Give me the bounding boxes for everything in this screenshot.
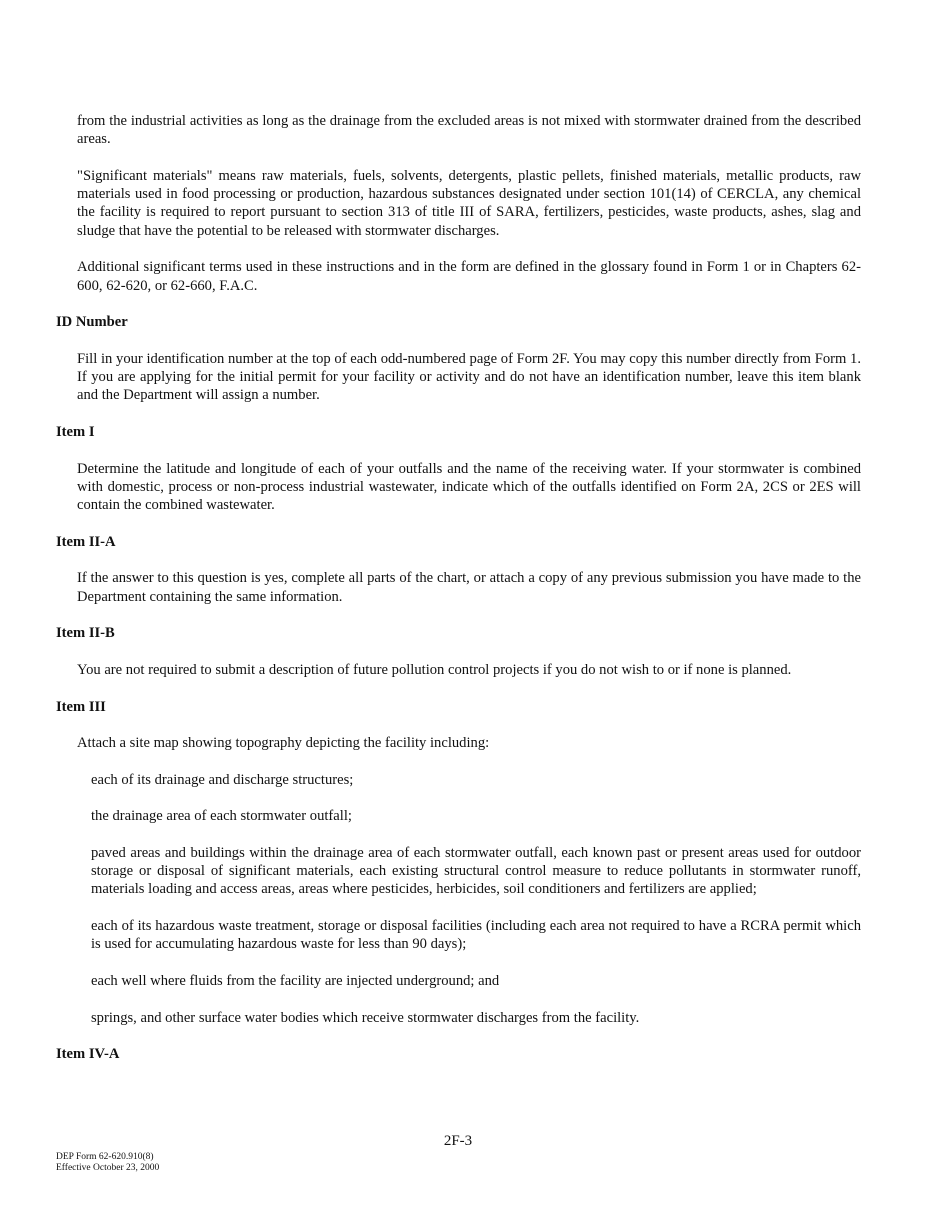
list-item: the drainage area of each stormwater outfall;	[91, 808, 352, 825]
list-item: each of its drainage and discharge structures;	[91, 771, 354, 788]
item-2b-body: You are not required to submit a description of future pollution control projects if you do not wish to or if none is planned.	[77, 661, 792, 678]
item-3-body: Attach a site map showing topography depicting the facility including:	[77, 735, 490, 752]
heading-id-number: ID Number	[56, 314, 128, 331]
form-footer	[56, 1152, 159, 1174]
heading-item-4a: Item IV-A	[56, 1046, 120, 1063]
list-item: each well where fluids from the facility are injected underground; and	[91, 972, 500, 989]
list-item: springs, and other surface water bodies which receive stormwater discharges from the facility.	[91, 1009, 640, 1026]
list-item: paved areas and buildings within the drainage area of each stormwater outfall, each known past or present areas used for outdoor storage or disposal of significant materials, each existing structural control measure to reduce pollutants in stormwater runoff, materials loading and access areas, areas where pesticides, herbicides, soil conditioners and fertilizers are applied;	[91, 844, 861, 898]
additional-terms-paragraph: Additional significant terms used in these instructions and in the form are defined in the glossary found in Form 1 or in Chapters 62-600, 62-620, or 62-660, F.A.C.	[77, 259, 861, 294]
heading-item-2b: Item II-B	[56, 625, 115, 642]
heading-item-2a: Item II-A	[56, 533, 116, 550]
intro-continuation: from the industrial activities as long as the drainage from the excluded areas is not mixed with stormwater drained from the described areas.	[77, 113, 861, 148]
id-number-body: Fill in your identification number at the top of each odd-numbered page of Form 2F. You may copy this number directly from Form 1. If you are applying for the initial permit for your facility or activity and do not have an identification number, leave this item blank and the Department will assign a number.	[77, 350, 861, 404]
list-item: each of its hazardous waste treatment, storage or disposal facilities (including each area not required to have a RCRA permit which is used for accumulating hazardous waste for less than 90 days);	[91, 918, 861, 953]
item-2a-body: If the answer to this question is yes, complete all parts of the chart, or attach a copy of any previous submission you have made to the Department containing the same information.	[77, 570, 861, 605]
heading-item-3: Item III	[56, 698, 106, 715]
footer-effective-date: Effective October 23, 2000	[56, 1163, 160, 1173]
heading-item-1: Item I	[56, 424, 95, 441]
item-1-body: Determine the latitude and longitude of each of your outfalls and the name of the receiving water. If your stormwater is combined with domestic, process or non-process industrial wastewater, indicate which of the outfalls identified on Form 2A, 2CS or 2ES will contain the combined wastewater.	[77, 460, 861, 514]
page-number: 2F-3	[443, 1133, 473, 1149]
footer-form-id: DEP Form 62-620.910(8)	[56, 1152, 154, 1162]
significant-materials-definition: "Significant materials" means raw materials, fuels, solvents, detergents, plastic pellets, finished materials, metallic products, raw materials used in food processing or production, hazardous substances designated under section 101(14) of CERCLA, any chemical the facility is required to report pursuant to section 313 of title III of SARA, fertilizers, pesticides, waste products, ashes, slag and sludge that have the potential to be released with stormwater discharges.	[77, 167, 861, 239]
page-content	[56, 112, 861, 1082]
